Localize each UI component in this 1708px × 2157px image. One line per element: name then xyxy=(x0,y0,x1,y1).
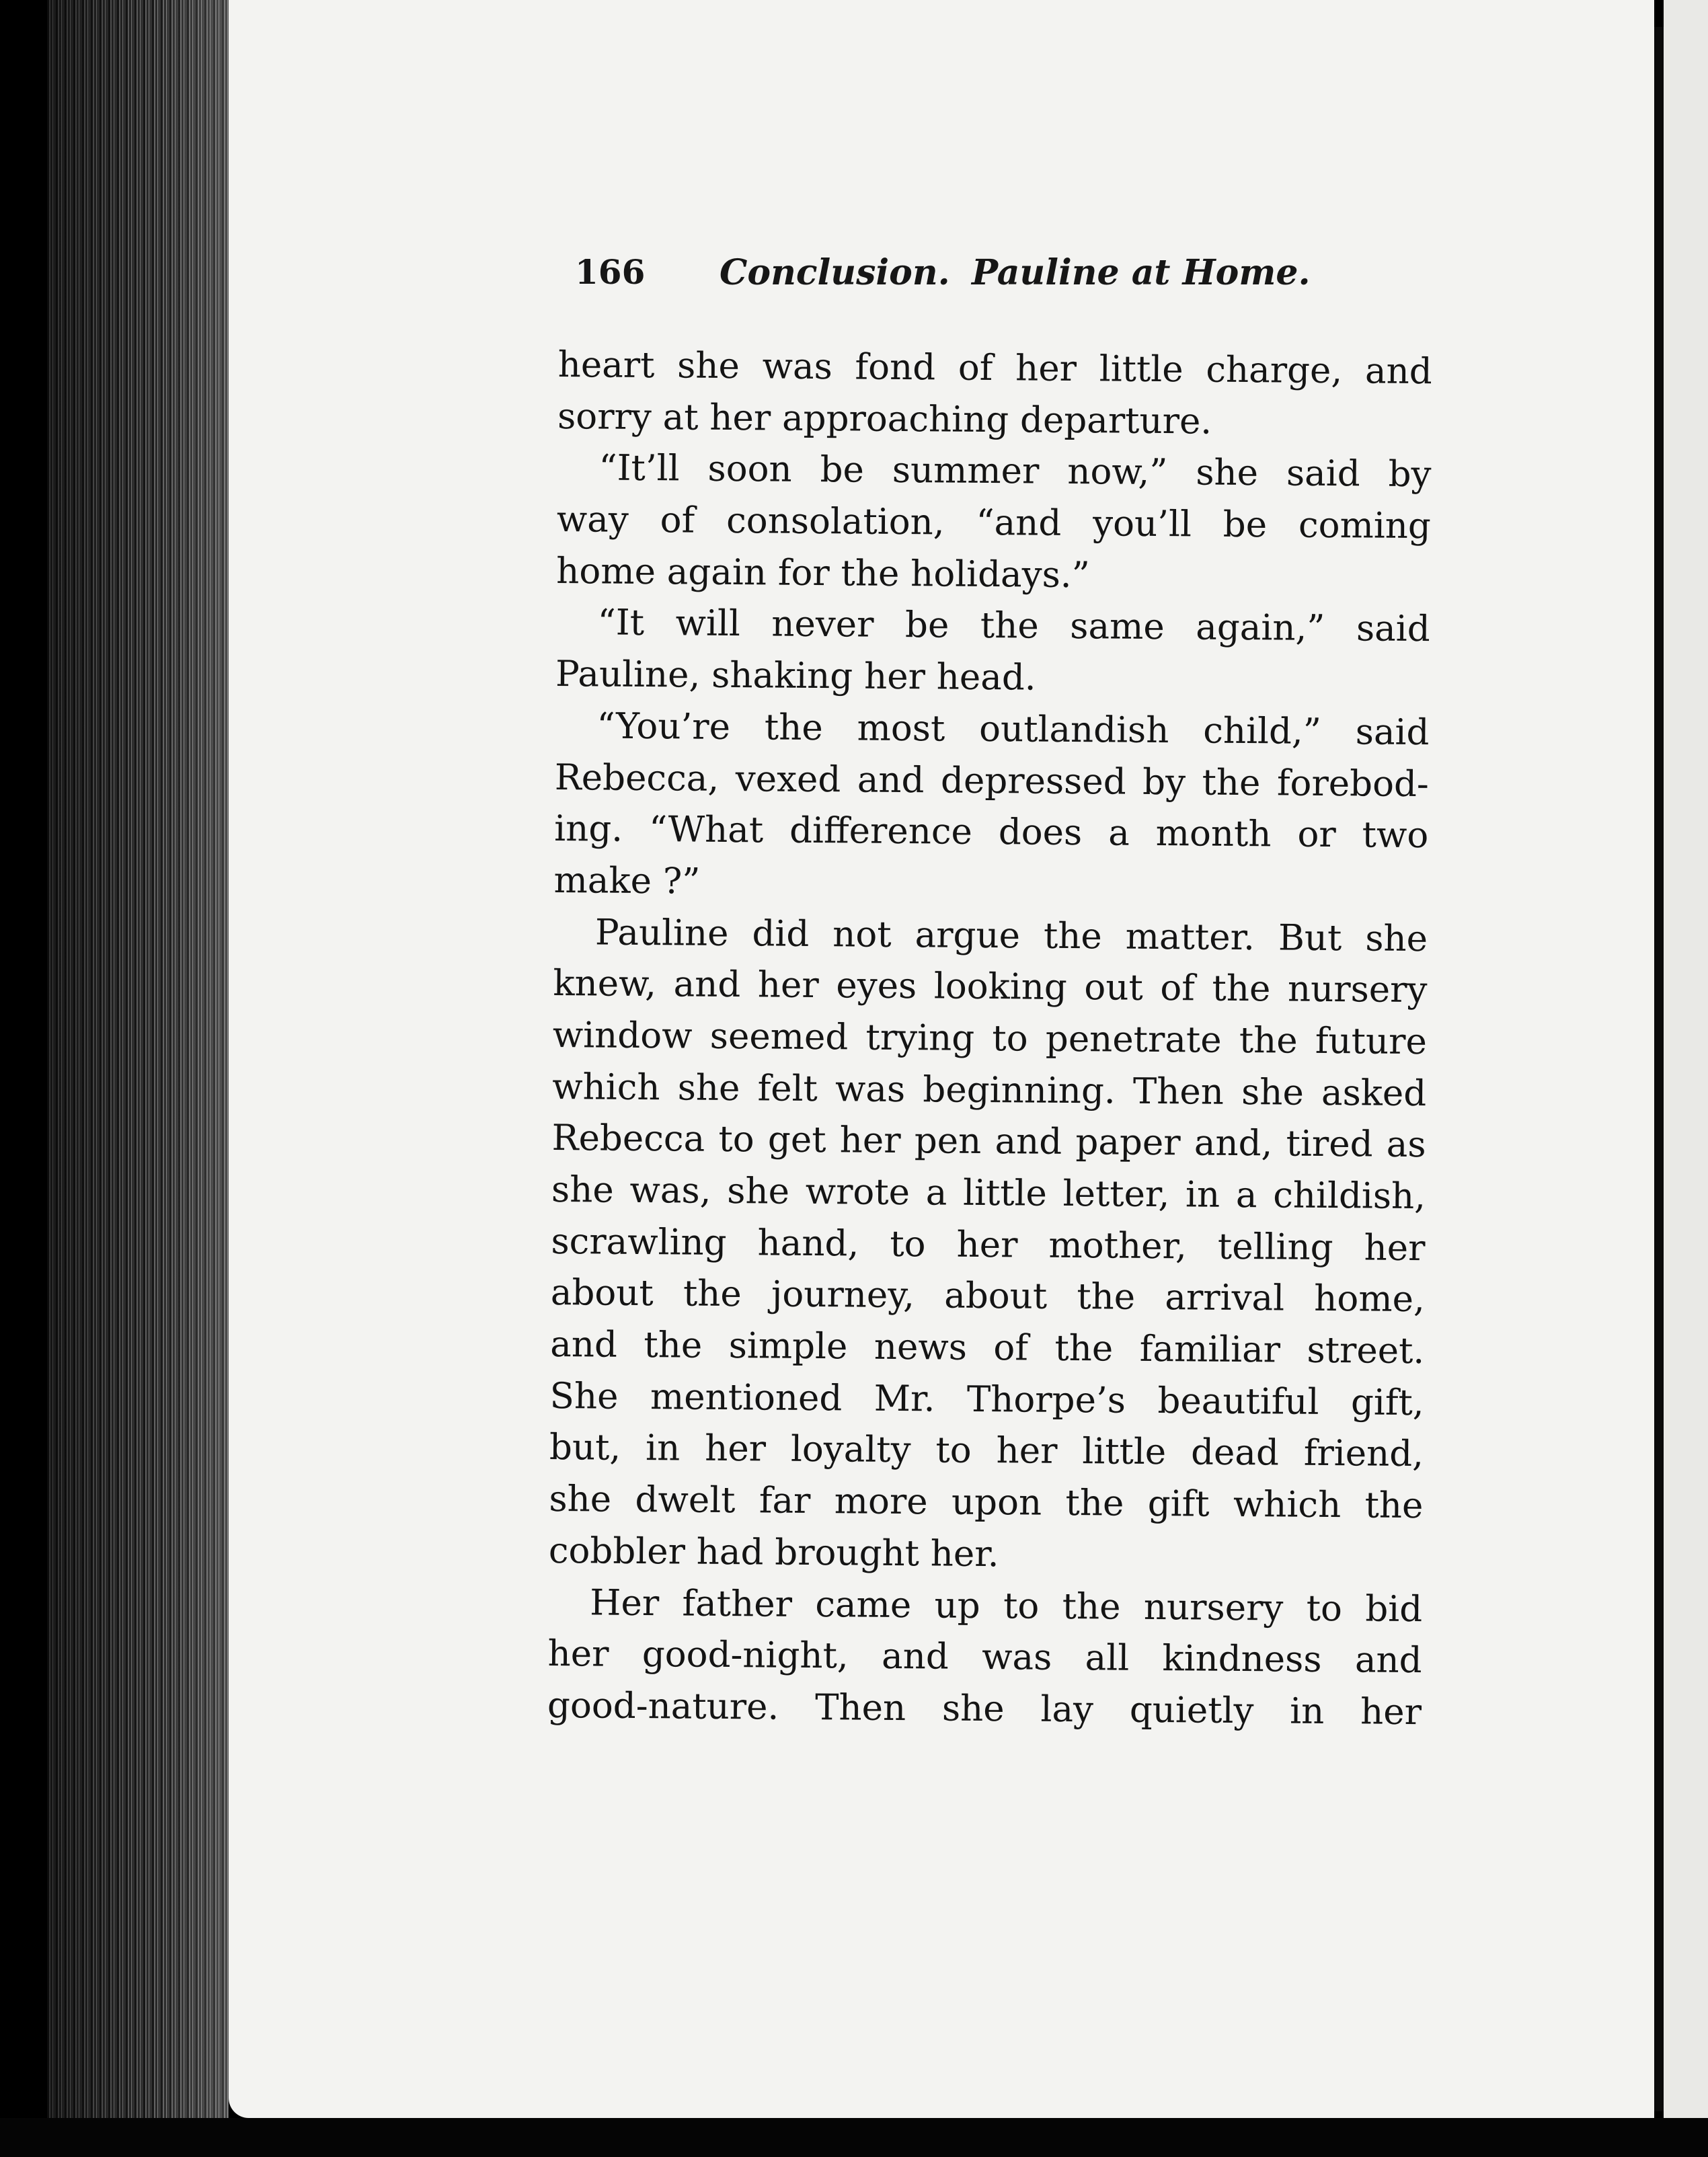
text-line: Her father came up to the nursery to bid xyxy=(590,1581,1423,1630)
text-line: Rebecca, vexed and depressed by the forebod- xyxy=(554,756,1430,805)
text-line: and the simple news of the familiar street. xyxy=(550,1324,1425,1372)
text-line: “You’re the most outlandish child,” said xyxy=(596,705,1430,754)
text-line: knew, and her eyes looking out of the nursery xyxy=(553,963,1428,1011)
text-line: good-nature. Then she lay quietly in her xyxy=(547,1684,1422,1733)
facing-page-sliver xyxy=(1664,0,1708,2157)
text-line: but, in her loyalty to her little dead friend, xyxy=(549,1427,1424,1475)
text-line: she dwelt far more upon the gift which the xyxy=(549,1479,1424,1527)
text-line: window seemed trying to penetrate the future xyxy=(552,1014,1428,1063)
page-edge-shadow xyxy=(47,0,229,2157)
body-text xyxy=(547,340,1432,1739)
text-line: Pauline, shaking her head. xyxy=(555,654,1036,699)
text-line: cobbler had brought her. xyxy=(548,1530,999,1575)
text-line: which she felt was beginning. Then she asked xyxy=(552,1066,1427,1114)
running-header xyxy=(575,252,1335,299)
page-number: 166 xyxy=(575,252,646,292)
text-line: Pauline did not argue the matter. But she xyxy=(594,912,1428,959)
text-line: make ?” xyxy=(553,859,701,902)
scan-bottom-border xyxy=(0,2118,1708,2157)
text-line: scrawling hand, to her mother, telling her xyxy=(551,1220,1426,1269)
text-line: way of consolation, “and you’ll be coming xyxy=(556,499,1432,547)
text-line: she was, she wrote a little letter, in a childish, xyxy=(551,1169,1426,1218)
header-chapter-title: Pauline at Home. xyxy=(972,252,1311,293)
text-line: ing. “What difference does a month or two xyxy=(554,808,1429,857)
text-line: “It will never be the same again,” said xyxy=(597,602,1430,650)
text-line: Rebecca to get her pen and paper and, tired as xyxy=(551,1117,1426,1166)
text-line: sorry at her approaching departure. xyxy=(557,395,1212,442)
header-section-title: Conclusion. xyxy=(720,252,950,293)
right-page-gutter xyxy=(1654,27,1664,2111)
text-line: home again for the holidays.” xyxy=(556,550,1090,596)
text-line: She mentioned Mr. Thorpe’s beautiful gift, xyxy=(549,1375,1424,1423)
text-line: heart she was fond of her little charge, and xyxy=(557,344,1432,393)
text-line: “It’ll soon be summer now,” she said by xyxy=(598,447,1432,496)
text-line: her good-night, and was all kindness and xyxy=(547,1633,1422,1682)
text-line: about the journey, about the arrival home, xyxy=(550,1272,1426,1321)
